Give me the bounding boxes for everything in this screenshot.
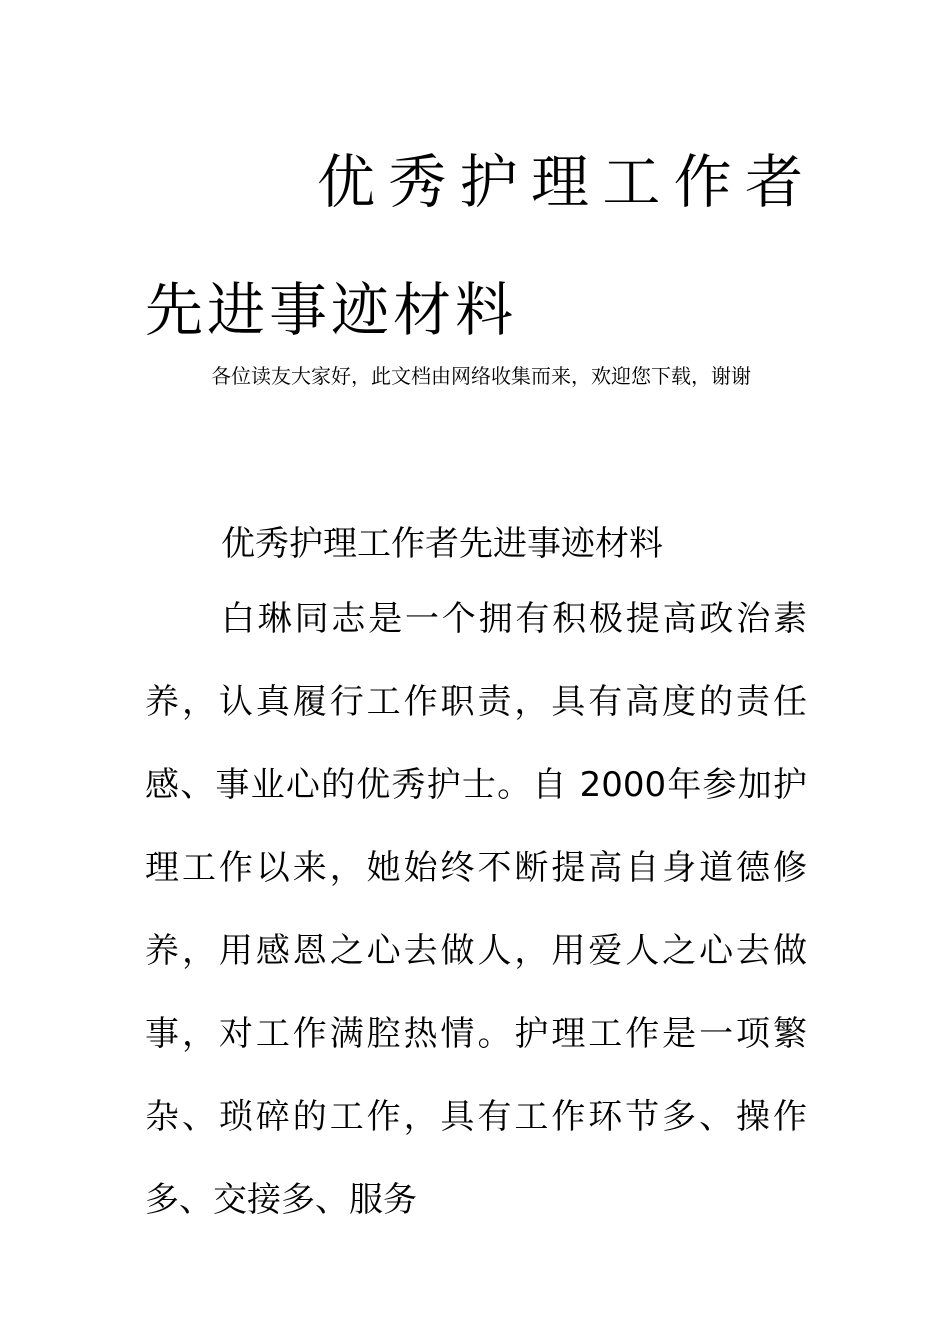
body-paragraph: 白琳同志是一个拥有积极提高政治素养，认真履行工作职责，具有高度的责任感、事业心的优秀护士。自 2000年参加护理工作以来，她始终不断提高自身道德修养，用感恩之心去做人，用爱人之心去做事，对工作满腔热情。护理工作是一项繁杂、琐碎的工作，具有工作环节多、操作多、交接多、服务 [145, 599, 807, 1220]
document-title: 优秀护理工作者先进事迹材料 [145, 148, 807, 344]
document-subtitle: 优秀护理工作者先进事迹材料 [221, 524, 663, 564]
document-body [145, 512, 807, 1242]
download-note: 各位读友大家好，此文档由网络收集而来，欢迎您下载，谢谢 [211, 364, 751, 388]
